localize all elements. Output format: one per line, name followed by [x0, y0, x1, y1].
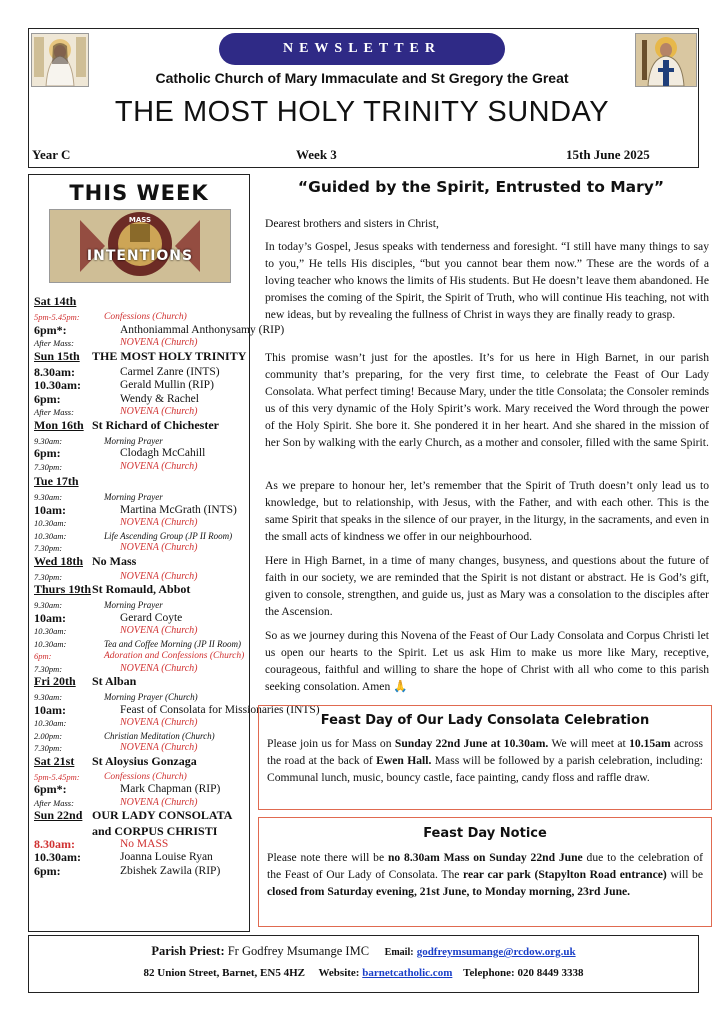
schedule-line	[34, 504, 246, 518]
schedule-time: 6pm:	[34, 446, 61, 460]
feast-day-box	[258, 705, 712, 810]
feast-text-1: Please join us for Mass on	[267, 737, 395, 750]
schedule-time: 6pm:	[34, 651, 52, 661]
schedule-line	[34, 517, 246, 530]
schedule-entry: No Mass	[92, 553, 137, 568]
schedule-time: 10am:	[34, 610, 66, 625]
schedule-entry: St Alban	[92, 674, 137, 688]
schedule-time: 8.30am:	[34, 364, 75, 379]
schedule-line	[34, 638, 246, 651]
schedule-time: Sun 22nd	[34, 808, 83, 822]
schedule-entry: NOVENA (Church)	[120, 337, 198, 348]
schedule-line	[34, 555, 246, 571]
schedule-entry: Morning Prayer	[104, 600, 163, 610]
schedule-time: 9.30am:	[34, 435, 63, 446]
notice-bold-3: closed from Saturday evening, 21st June, to Monday morning, 23rd June.	[267, 885, 631, 898]
schedule-entry: Feast of Consolata for Missionaries (INTS)	[120, 703, 320, 716]
schedule-entry: Morning Prayer	[104, 492, 163, 502]
this-week-panel	[28, 174, 320, 932]
schedule-entry: St Aloysius Gonzaga	[92, 753, 197, 768]
schedule-entry: Confessions (Church)	[104, 312, 187, 322]
schedule-time: Mon 16th	[34, 417, 84, 432]
schedule-line	[34, 599, 246, 612]
schedule-line	[34, 583, 246, 599]
schedule-line	[34, 691, 246, 704]
schedule-entry: NOVENA (Church)	[120, 570, 198, 582]
schedule-time: 5pm-5.45pm:	[34, 312, 80, 322]
schedule-entry: OUR LADY CONSOLATA	[92, 808, 233, 822]
schedule-entry: Clodagh McCahill	[120, 447, 206, 459]
schedule-time: Sat 14th	[34, 294, 77, 308]
schedule-time: 10am:	[34, 702, 66, 717]
schedule-line	[34, 838, 246, 852]
schedule-time: 7.30pm:	[34, 543, 63, 553]
schedule-entry: Mark Chapman (RIP)	[120, 783, 221, 795]
schedule-list	[34, 293, 320, 878]
feast-bold-1: Sunday 22nd June at 10.30am.	[394, 737, 549, 750]
schedule-time: 8.30am:	[34, 836, 75, 851]
feast-notice-box	[258, 817, 712, 927]
schedule-entry: Carmel Zanre (INTS)	[120, 365, 220, 378]
schedule-time: 10.30am:	[34, 718, 67, 728]
notice-bold-1: no 8.30am Mass on Sunday 22nd June	[387, 851, 583, 864]
schedule-line	[34, 311, 246, 324]
feast-text-3: across the road at the back of	[267, 737, 704, 767]
schedule-entry: Confessions (Church)	[104, 771, 187, 782]
schedule-time: Sat 21st	[34, 753, 75, 768]
schedule-entry: NOVENA (Church)	[120, 406, 198, 417]
schedule-entry: Adoration and Confessions (Church)	[104, 651, 245, 661]
email-label: Email:	[384, 947, 414, 958]
schedule-entry: NOVENA (Church)	[120, 460, 198, 472]
schedule-entry: NOVENA (Church)	[120, 717, 198, 728]
notice-bold-2: rear car park (Stapylton Road entrance)	[463, 868, 667, 881]
schedule-time: 7.30pm:	[34, 663, 63, 674]
schedule-time: Wed 18th	[34, 553, 84, 568]
schedule-time: After Mass:	[34, 407, 74, 417]
notice-text-2: due to the celebration of the Feast of Our Lady of Consolata. The	[267, 851, 703, 881]
schedule-line	[34, 337, 246, 350]
year-label: Year C	[32, 147, 71, 162]
schedule-line	[34, 730, 246, 743]
footer-line-1	[29, 944, 698, 959]
notice-box-body	[267, 849, 703, 900]
schedule-entry: Morning Prayer	[104, 435, 163, 446]
schedule-line	[34, 447, 246, 461]
church-name: Catholic Church of Mary Immaculate and St Gregory the Great	[155, 70, 569, 86]
email-link[interactable]: godfreymsumange@rcdow.org.uk	[416, 946, 576, 958]
schedule-entry: Tea and Coffee Morning (JP II Room)	[104, 638, 241, 649]
phone-number: 020 8449 3338	[517, 967, 584, 979]
feast-text-2: We will meet at	[548, 737, 630, 750]
page-title: THE MOST HOLY TRINITY SUNDAY	[114, 96, 610, 128]
schedule-time: After Mass:	[34, 338, 74, 348]
phone-label: Telephone:	[463, 967, 515, 979]
schedule-entry: NOVENA (Church)	[120, 517, 198, 528]
schedule-line	[34, 473, 246, 491]
article-title: “Guided by the Spirit, Entrusted to Mary”	[297, 178, 665, 196]
schedule-line	[34, 783, 246, 797]
schedule-entry: Morning Prayer (Church)	[104, 692, 198, 702]
schedule-time: 10.30am:	[34, 850, 81, 864]
schedule-line	[34, 491, 246, 504]
schedule-line	[34, 542, 246, 555]
schedule-entry: THE MOST HOLY TRINITY	[92, 348, 247, 363]
schedule-entry: Wendy & Rachel	[120, 392, 199, 405]
schedule-time: Sun 15th	[34, 348, 80, 363]
schedule-line	[34, 809, 246, 825]
schedule-entry: Martina McGrath (INTS)	[120, 503, 237, 516]
schedule-time: Thurs 19th	[34, 582, 92, 596]
schedule-entry: Christian Meditation (Church)	[104, 730, 215, 741]
schedule-entry: NOVENA (Church)	[120, 742, 198, 753]
feast-box-title: Feast Day of Our Lady Consolata Celebration	[320, 713, 650, 728]
notice-text-3: will be	[666, 868, 703, 881]
article-paragraph-2: This promise wasn’t just for the apostles. It’s for us here in High Barnet, in our parish community that’s preparing, for the very first time, to celebrate the Feast of Our Lady Consolata. What perfect timing! Because Mary, under the title Consolata; the Consoler reminds us of this very dynamic of the Holy Spirit’s work. Mary received the Word through the power of the Holy Spirit. She bore it. She pondered it in her heart. And she shared in the mission of her Son by walking with the early Church, as a mother and consoler, filled with the same Spirit.	[265, 351, 709, 449]
schedule-entry: Gerald Mullin (RIP)	[120, 379, 214, 391]
schedule-time: 10.30am:	[34, 530, 67, 541]
notice-box-title: Feast Day Notice	[423, 826, 547, 841]
date-label: 15th June 2025	[566, 147, 650, 162]
schedule-time: 10.30am:	[34, 638, 67, 649]
schedule-line	[34, 825, 246, 838]
schedule-line	[34, 406, 246, 419]
priest-label: Parish Priest:	[151, 944, 225, 958]
article-paragraph-3: As we prepare to honour her, let’s remember that the Spirit of Truth doesn’t only lead us to knowledge, but to relationship, with Jesus, with the Father, and with each other. This is the same Spirit that speaks in the silence of our prayer, in the liturgy, in the sacraments, and even in the small acts of kindness we offer in our neighbourhood.	[265, 479, 709, 543]
mass-image-caption-top: MASS	[128, 216, 152, 224]
schedule-line	[34, 379, 246, 393]
footer	[28, 935, 699, 993]
schedule-entry: St Richard of Chichester	[92, 417, 219, 432]
feast-bold-2: 10.15am	[629, 737, 671, 750]
priest-name: Fr Godfrey Msumange IMC	[227, 944, 370, 958]
schedule-time: 5pm-5.45pm:	[34, 771, 80, 782]
schedule-entry: Joanna Louise Ryan	[120, 851, 213, 863]
schedule-line	[34, 612, 246, 626]
website-label: Website:	[318, 967, 360, 979]
schedule-line	[34, 293, 246, 311]
notice-text-1: Please note there will be	[267, 851, 388, 864]
schedule-time: 9.30am:	[34, 692, 63, 702]
feast-bold-3: Ewen Hall.	[376, 754, 432, 767]
week-label: Week 3	[296, 147, 337, 162]
schedule-entry: NOVENA (Church)	[120, 796, 198, 808]
schedule-line	[34, 419, 246, 435]
schedule-entry: Life Ascending Group (JP II Room)	[104, 530, 233, 541]
schedule-entry: NOVENA (Church)	[120, 625, 198, 636]
schedule-line	[34, 530, 246, 543]
schedule-line	[34, 717, 246, 730]
schedule-line	[34, 742, 246, 755]
schedule-time: 2.00pm:	[34, 730, 63, 741]
schedule-time: 6pm*:	[34, 322, 67, 337]
article-paragraph-1: In today’s Gospel, Jesus speaks with tenderness and foresight. “I still have many things to say to you,” He tells His disciples, “but you cannot bear them now.” These are the words of a loving teacher who knows the limits of His students. But He doesn’t leave them abandoned. He promises the coming of the Spirit, the Spirit of Truth, who will continue His teaching, not with new ideas, but by revealing the fullness of Christ in ways they are finally ready to grasp.	[265, 240, 709, 321]
schedule-line	[34, 702, 320, 718]
schedule-time: 10am:	[34, 502, 66, 517]
schedule-line	[34, 851, 246, 865]
schedule-time: 7.30pm:	[34, 571, 63, 582]
schedule-time: Fri 20th	[34, 674, 76, 688]
schedule-time: 9.30am:	[34, 492, 63, 502]
schedule-entry: NOVENA (Church)	[120, 662, 198, 674]
schedule-line	[34, 865, 246, 879]
schedule-time: 6pm:	[34, 863, 61, 878]
footer-address: 82 Union Street, Barnet, EN5 4HZ	[143, 967, 305, 979]
schedule-entry: Gerard Coyte	[120, 611, 183, 624]
mass-intentions-image	[49, 209, 231, 283]
schedule-line	[34, 435, 246, 448]
schedule-line	[34, 393, 246, 407]
schedule-line	[34, 366, 246, 380]
mass-image-caption: INTENTIONS	[86, 248, 194, 264]
schedule-time: 6pm:	[34, 391, 61, 406]
schedule-entry: and CORPUS CHRISTI	[92, 824, 218, 838]
this-week-heading: THIS WEEK	[69, 181, 209, 205]
schedule-line	[34, 350, 246, 366]
website-link[interactable]: barnetcatholic.com	[362, 967, 453, 979]
schedule-time: 7.30pm:	[34, 743, 63, 753]
schedule-time: 10.30am:	[34, 626, 67, 636]
schedule-time: 9.30am:	[34, 600, 63, 610]
schedule-time: 7.30pm:	[34, 461, 63, 472]
schedule-time: 10.30am:	[34, 518, 67, 528]
article-greeting: Dearest brothers and sisters in Christ,	[265, 217, 439, 230]
schedule-line	[34, 650, 246, 663]
schedule-line	[34, 675, 246, 691]
feast-text-4: Mass will be followed by a parish celebration, including: Communal lunch, music, bouncy castle, face painting, candy floss and raffle draw.	[267, 754, 703, 784]
schedule-line	[34, 322, 285, 338]
schedule-entry: Zbishek Zawila (RIP)	[120, 864, 221, 877]
feast-box-body	[267, 735, 703, 786]
footer-line-2	[29, 967, 698, 979]
schedule-line	[34, 625, 246, 638]
article-paragraph-5: So as we journey during this Novena of the Feast of Our Lady Consolata and Corpus Christi let us open our hearts to the Spirit. Let us ask Him to make us more like Mary, receptive, courageous, faithful and willing to share the hope of Christ with all who come to this parish seeking consolation. Amen 🙏	[265, 629, 709, 693]
article-paragraph-4: Here in High Barnet, in a time of many changes, busyness, and questions about the future of faith in our society, we are reminded that the Spirit is not distant or abstract. He is God’s gift, given to console, strengthen, and guide us, just as Mary was a consolation to the disciples after the Ascension.	[265, 554, 709, 618]
schedule-time: After Mass:	[34, 797, 74, 808]
schedule-time: 10.30am:	[34, 378, 81, 392]
schedule-line	[34, 755, 246, 771]
schedule-entry: NOVENA (Church)	[120, 542, 198, 553]
schedule-entry: St Romauld, Abbot	[92, 582, 191, 596]
schedule-time: 6pm*:	[34, 782, 67, 796]
schedule-entry: No MASS	[120, 837, 169, 850]
newsletter-pill: NEWSLETTER	[219, 33, 505, 65]
schedule-line	[34, 461, 246, 474]
schedule-time: Tue 17th	[34, 474, 79, 488]
schedule-entry: Anthoniammal Anthonysamy (RIP)	[120, 323, 285, 336]
